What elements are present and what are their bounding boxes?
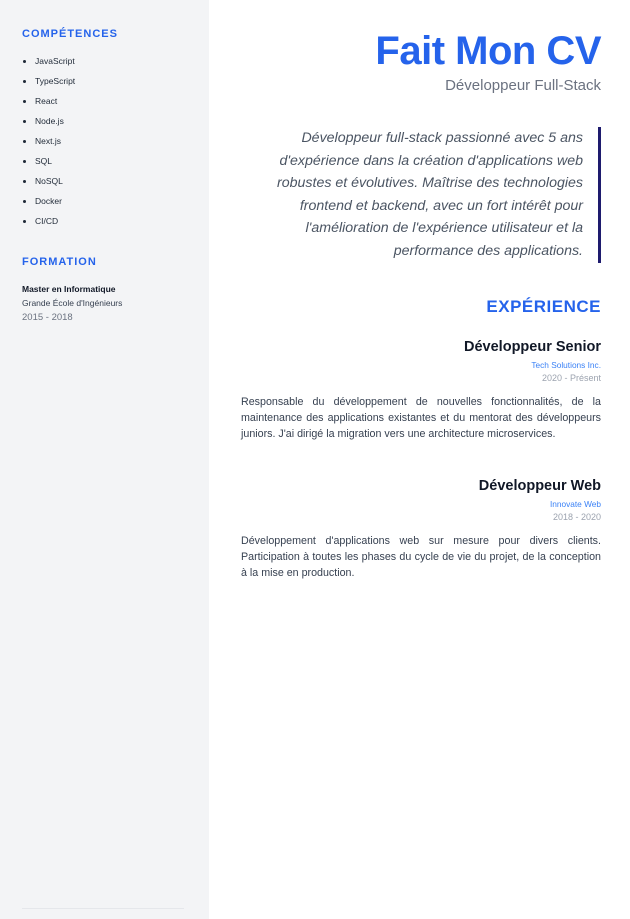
skill-label: Next.js bbox=[35, 136, 61, 146]
job-description: Développement d'applications web sur mesure pour divers clients. Participation à toutes les phases du cycle de vie du projet, de la conception à la mise en production. bbox=[241, 535, 601, 579]
skill-item bbox=[22, 94, 75, 114]
bullet-icon bbox=[23, 100, 26, 103]
skill-item bbox=[22, 74, 75, 94]
bullet-icon bbox=[23, 160, 26, 163]
skill-label: React bbox=[35, 96, 58, 106]
skill-label: Node.js bbox=[35, 116, 64, 126]
experience-heading: EXPÉRIENCE bbox=[486, 297, 601, 316]
skill-label: JavaScript bbox=[35, 56, 75, 66]
job-description: Responsable du développement de nouvelles fonctionnalités, de la maintenance des applications existantes et du mentorat des développeurs juniors. J'ai dirigé la migration vers une architecture microservices. bbox=[241, 396, 601, 440]
bullet-icon bbox=[23, 220, 26, 223]
experience-item bbox=[241, 476, 601, 581]
education-heading: FORMATION bbox=[22, 256, 97, 268]
profile-summary: Développeur full-stack passionné avec 5 ans d'expérience dans la création d'applications web robustes et évolutives. Maîtrise des technologies frontend et backend, avec un fort intérêt pour l'amélioration de l'expérience utilisateur et la performance des applications. bbox=[249, 127, 601, 263]
bullet-icon bbox=[23, 80, 26, 83]
bullet-icon bbox=[23, 140, 26, 143]
skill-item bbox=[22, 54, 75, 74]
skill-label: SQL bbox=[35, 156, 53, 166]
bullet-icon bbox=[23, 180, 26, 183]
skills-list bbox=[22, 54, 75, 234]
skill-item bbox=[22, 134, 75, 154]
sidebar bbox=[0, 0, 209, 919]
skill-label: NoSQL bbox=[35, 176, 63, 186]
skill-item bbox=[22, 154, 75, 174]
skill-item bbox=[22, 214, 75, 234]
skill-label: CI/CD bbox=[35, 216, 59, 226]
skills-heading: COMPÉTENCES bbox=[22, 28, 118, 40]
main-content bbox=[209, 0, 630, 919]
education-degree: Master en Informatique bbox=[22, 284, 116, 294]
job-company: Innovate Web bbox=[549, 499, 601, 509]
education-entry bbox=[22, 283, 122, 325]
bullet-icon bbox=[23, 200, 26, 203]
job-company: Tech Solutions Inc. bbox=[531, 360, 601, 370]
bullet-icon bbox=[23, 60, 26, 63]
job-role: Développeur Web bbox=[478, 478, 601, 494]
sidebar-divider bbox=[22, 908, 184, 909]
skill-label: Docker bbox=[35, 196, 62, 206]
job-dates: 2020 - Présent bbox=[541, 373, 601, 383]
candidate-name: Fait Mon CV bbox=[375, 29, 601, 73]
candidate-title: Développeur Full-Stack bbox=[445, 77, 601, 94]
skill-item bbox=[22, 194, 75, 214]
education-school: Grande École d'Ingénieurs bbox=[22, 298, 123, 308]
job-dates: 2018 - 2020 bbox=[552, 512, 601, 522]
skill-label: TypeScript bbox=[35, 76, 76, 86]
skill-item bbox=[22, 114, 75, 134]
skill-item bbox=[22, 174, 75, 194]
bullet-icon bbox=[23, 120, 26, 123]
experience-item bbox=[241, 337, 601, 442]
job-role: Développeur Senior bbox=[464, 339, 601, 355]
education-years: 2015 - 2018 bbox=[22, 312, 73, 323]
